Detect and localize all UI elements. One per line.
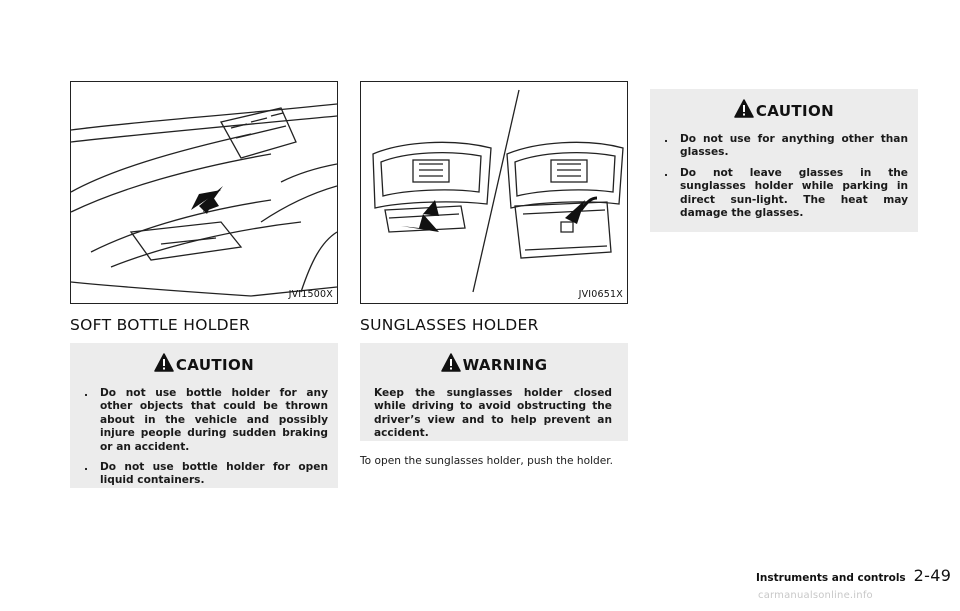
caution-header	[70, 343, 338, 387]
watermark: carmanualsonline.info	[758, 590, 873, 601]
bullet: .	[84, 461, 89, 474]
bullet: .	[664, 133, 669, 145]
section-title: SOFT BOTTLE HOLDER	[70, 316, 251, 334]
list-item-text: Do not use bottle holder for open liquid containers.	[100, 461, 328, 487]
page-number: 2-49	[913, 566, 952, 585]
list-item	[84, 461, 328, 488]
caution-list	[650, 133, 918, 237]
caution-label: CAUTION	[755, 102, 835, 120]
warning-triangle-icon	[441, 353, 461, 372]
sunglasses-holder-illustration	[361, 82, 627, 303]
figure-code: JVI0651X	[578, 289, 623, 300]
warning-header	[360, 343, 628, 387]
list-item	[84, 387, 328, 454]
figure-code: JVI1500X	[288, 289, 333, 300]
warning-triangle-icon	[154, 353, 174, 372]
warning-label: WARNING	[462, 356, 548, 374]
page-footer	[756, 566, 951, 585]
list-item	[664, 167, 908, 221]
body-paragraph: To open the sunglasses holder, push the holder.	[360, 455, 614, 467]
footer-section-name: Instruments and controls	[756, 572, 906, 584]
door-bottle-holder-illustration	[71, 82, 337, 303]
caution-box	[70, 343, 338, 488]
list-item-text: Do not use bottle holder for any other objects that could be thrown about in the vehicle and possibly injure people during sudden braking or an accident.	[100, 387, 328, 453]
caution-list	[70, 387, 338, 505]
caution-label: CAUTION	[175, 356, 255, 374]
warning-text: Keep the sunglasses holder closed while driving to avoid obstructing the driver’s view and to help prevent an accident.	[374, 387, 612, 440]
section-title: SUNGLASSES HOLDER	[360, 316, 539, 334]
bullet: .	[664, 166, 669, 179]
caution-box	[650, 89, 918, 232]
list-item	[664, 133, 908, 160]
bullet: .	[84, 387, 89, 399]
caution-header	[650, 89, 918, 133]
list-item-text: Do not leave glasses in the sunglasses holder while parking in direct sun-light. The heat may damage the glasses.	[680, 166, 908, 220]
sunglasses-holder-figure	[360, 81, 628, 304]
warning-box	[360, 343, 628, 441]
bottle-holder-figure	[70, 81, 338, 304]
warning-body	[360, 387, 628, 451]
warning-triangle-icon	[734, 99, 754, 118]
list-item-text: Do not use for anything other than glasses.	[680, 133, 908, 159]
